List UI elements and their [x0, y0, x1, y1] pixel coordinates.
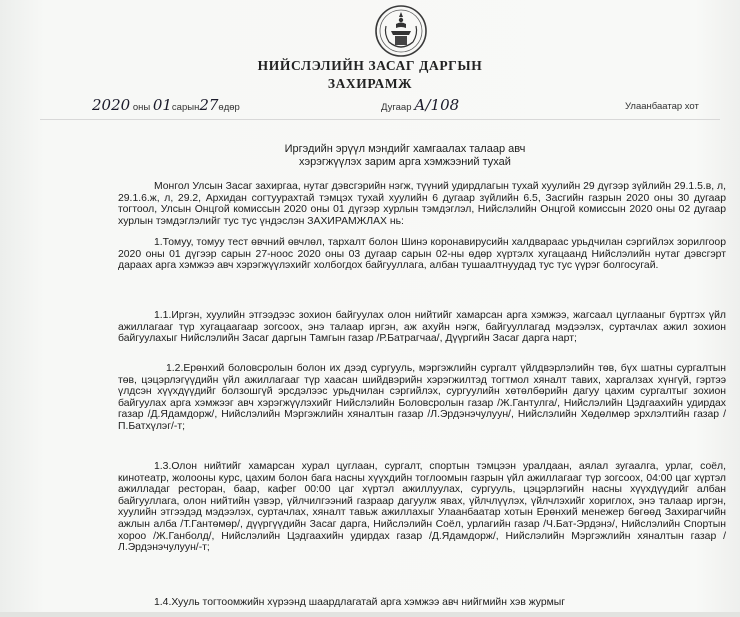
item-1-1-text: 1.1.Иргэн, хуулийн этгээдээс зохион байгуулах олон нийтийг хамарсан арга хэмжээ, жагсаал цуглааныг бүртгэх үйл ажиллагааг түр хугацаагаар зогсоох, энэ талаар иргэн, аж ахуйн нэгж, байгууллагад мэдээлэх, суртачлах ажил зохион байгуулахыг Нийслэлийн Засаг даргын Тамгын газар /Р.Батрагчаа/, Дүүргийн Засаг дарга нарт; [118, 310, 726, 345]
day-suffix: өдөр [218, 102, 240, 113]
month-suffix: сарын [171, 102, 200, 113]
item-1-paragraph [118, 237, 726, 272]
item-1-1-paragraph [118, 310, 726, 345]
city-label: Улаанбаатар хот [625, 101, 699, 112]
year-suffix: оны [132, 102, 151, 113]
item-1-text: 1.Томуу, томуу тест өвчний өвчлөл, тархалт болон Шинэ коронавирусийн халдвараас урьдчилан сэргийлэх зорилгоор 2020 оны 01 дүгээр сарын 27-ноос 2020 оны 03 дугаар сарын 02-ны өдөр хүртэлх хугацаанд Нийслэлийн нутаг дэвсгэрт дараах арга хэмжээ авч хэрэгжүүлэхийг холбогдох байгууллага, албан тушаалтнуудад тус тус үүрэг болгосугай. [118, 237, 726, 272]
item-1-3-paragraph [118, 461, 726, 554]
subject-line-2: хэрэгжүүлэх зарим арга хэмжээний тухай [299, 156, 511, 168]
number-handwritten: А/108 [414, 96, 460, 114]
day-handwritten: 27 [199, 96, 219, 114]
item-1-2-paragraph [118, 363, 726, 433]
issuer-title: НИЙСЛЭЛИЙН ЗАСАГ ДАРГЫН [257, 58, 483, 73]
year-handwritten: 2020 [92, 96, 131, 114]
document-subject [200, 143, 610, 169]
item-1-4-text: 1.4.Хууль тогтоомжийн хүрээнд шаардлагатай арга хэмжээ авч нийгмийн хэв журмыг [154, 597, 566, 608]
intro-paragraph [118, 181, 726, 227]
state-emblem-icon [374, 4, 428, 58]
item-1-3-text: 1.3.Олон нийтийг хамарсан хурал цуглаан, сургалт, спортын тэмцээн уралдаан, аялал зугаалга, урлаг, соёл, кинотеатр, жолооны курс, цахим болон бага насны хүүхдийн тоглоомын газрын үйл ажиллагааг түр зогсоох, 04:00 цаг хүртэл ажилладаг ресторан, баар, кафег 00:00 цаг хүртэл ажиллуулах, сургууль, цэцэрлэгийн насны хүүхдүүдийг албан байгууллага, олон нийтийн үзвэр, үйлчилгээний газраар дагуулж явах, үйлчлүүлэх, үйлчлэхийг хориглох, энэ талаар иргэн, хуулийн этгээдэд мэдээлэх, суртачлах, хяналт тавьж ажиллахыг Улаанбаатар хотын Ерөнхий менежер бөгөөд Захирагчийн ажлын алба /Т.Гантөмөр/, дүүргүүдийн Засаг дарга, Нийслэлийн Соёл, урлагийн газар /Ч.Бат-Эрдэнэ/, Нийслэлийн Спортын хороо /Ж.Ганболд/, Нийслэлийн Цэдгаахийн удирдах газар /Д.Ядамдорж/, Нийслэлийн Мэргэжлийн хяналтын газар /Л.Эрдэнэчулуун/-т; [118, 461, 726, 554]
document-type: ЗАХИРАМЖ [327, 76, 413, 91]
date-line [92, 96, 240, 114]
item-1-4-paragraph [118, 597, 726, 611]
subject-line-1: Иргэдийн эрүүл мэндийг хамгаалах талаар авч [284, 143, 526, 155]
month-handwritten: 01 [152, 96, 172, 114]
intro-text: Монгол Улсын Засаг захиргаа, нутаг дэвсгэрийн нэгж, түүний удирдлагын тухай хуулийн 29 дүгээр зүйлийн 29.1.5.в, л, 29.1.6.ж, л, 29.2, Архидан согтуурахтай тэмцэх тухай хуулийн 6 дугаар зүйлийн 6.5, Засгийн газрын 2020 оны 30 дугаар тогтоол, Улсын Онцгой комиссын 2020 оны 01 дүгээр хурлын тэмдэглэл, Нийслэлийн Онцгой комиссын 2020 оны 02 дугаар хурлын тэмдэглэлийг тус тус үндэслэн ЗАХИРАМЖЛАХ нь: [118, 181, 726, 227]
header-divider [40, 119, 720, 120]
number-line [381, 96, 459, 114]
number-label: Дугаар [381, 102, 412, 113]
item-1-2-text: 1.2.Ерөнхий боловсролын болон их дээд сургууль, мэргэжлийн сургалт үйлдвэрлэлийн төв, бүх шатны сургалтын төв, цэцэрлэгүүдийн үйл ажиллагааг түр хаасан шийдвэрийн хэрэгжилтэд тогтмол хяналт тавих, харгалзах хүнгүй, гэртээ үлдсэн хүүхдүүдийг болзошгүй эрсдэлээс урьдчилан сэргийлэх, сургуулийн хөтөлбөрийн дагуу цахим сургалтыг зохион байгуулах арга хэмжээг авч хэрэгжүүлэхийг Нийслэлийн Боловсролын газар /Ж.Гантулга/, Нийслэлийн Цэдгаахийн удирдах газар /Д.Ядамдорж/, Нийслэлийн Мэргэжлийн хяналтын газар /Л.Эрдэнэчулуун/, Нийслэлийн Хөдөлмөр эрхлэлтийн газар /П.Батхүлэг/-т; [118, 363, 726, 432]
page-bottom-edge [0, 612, 740, 617]
